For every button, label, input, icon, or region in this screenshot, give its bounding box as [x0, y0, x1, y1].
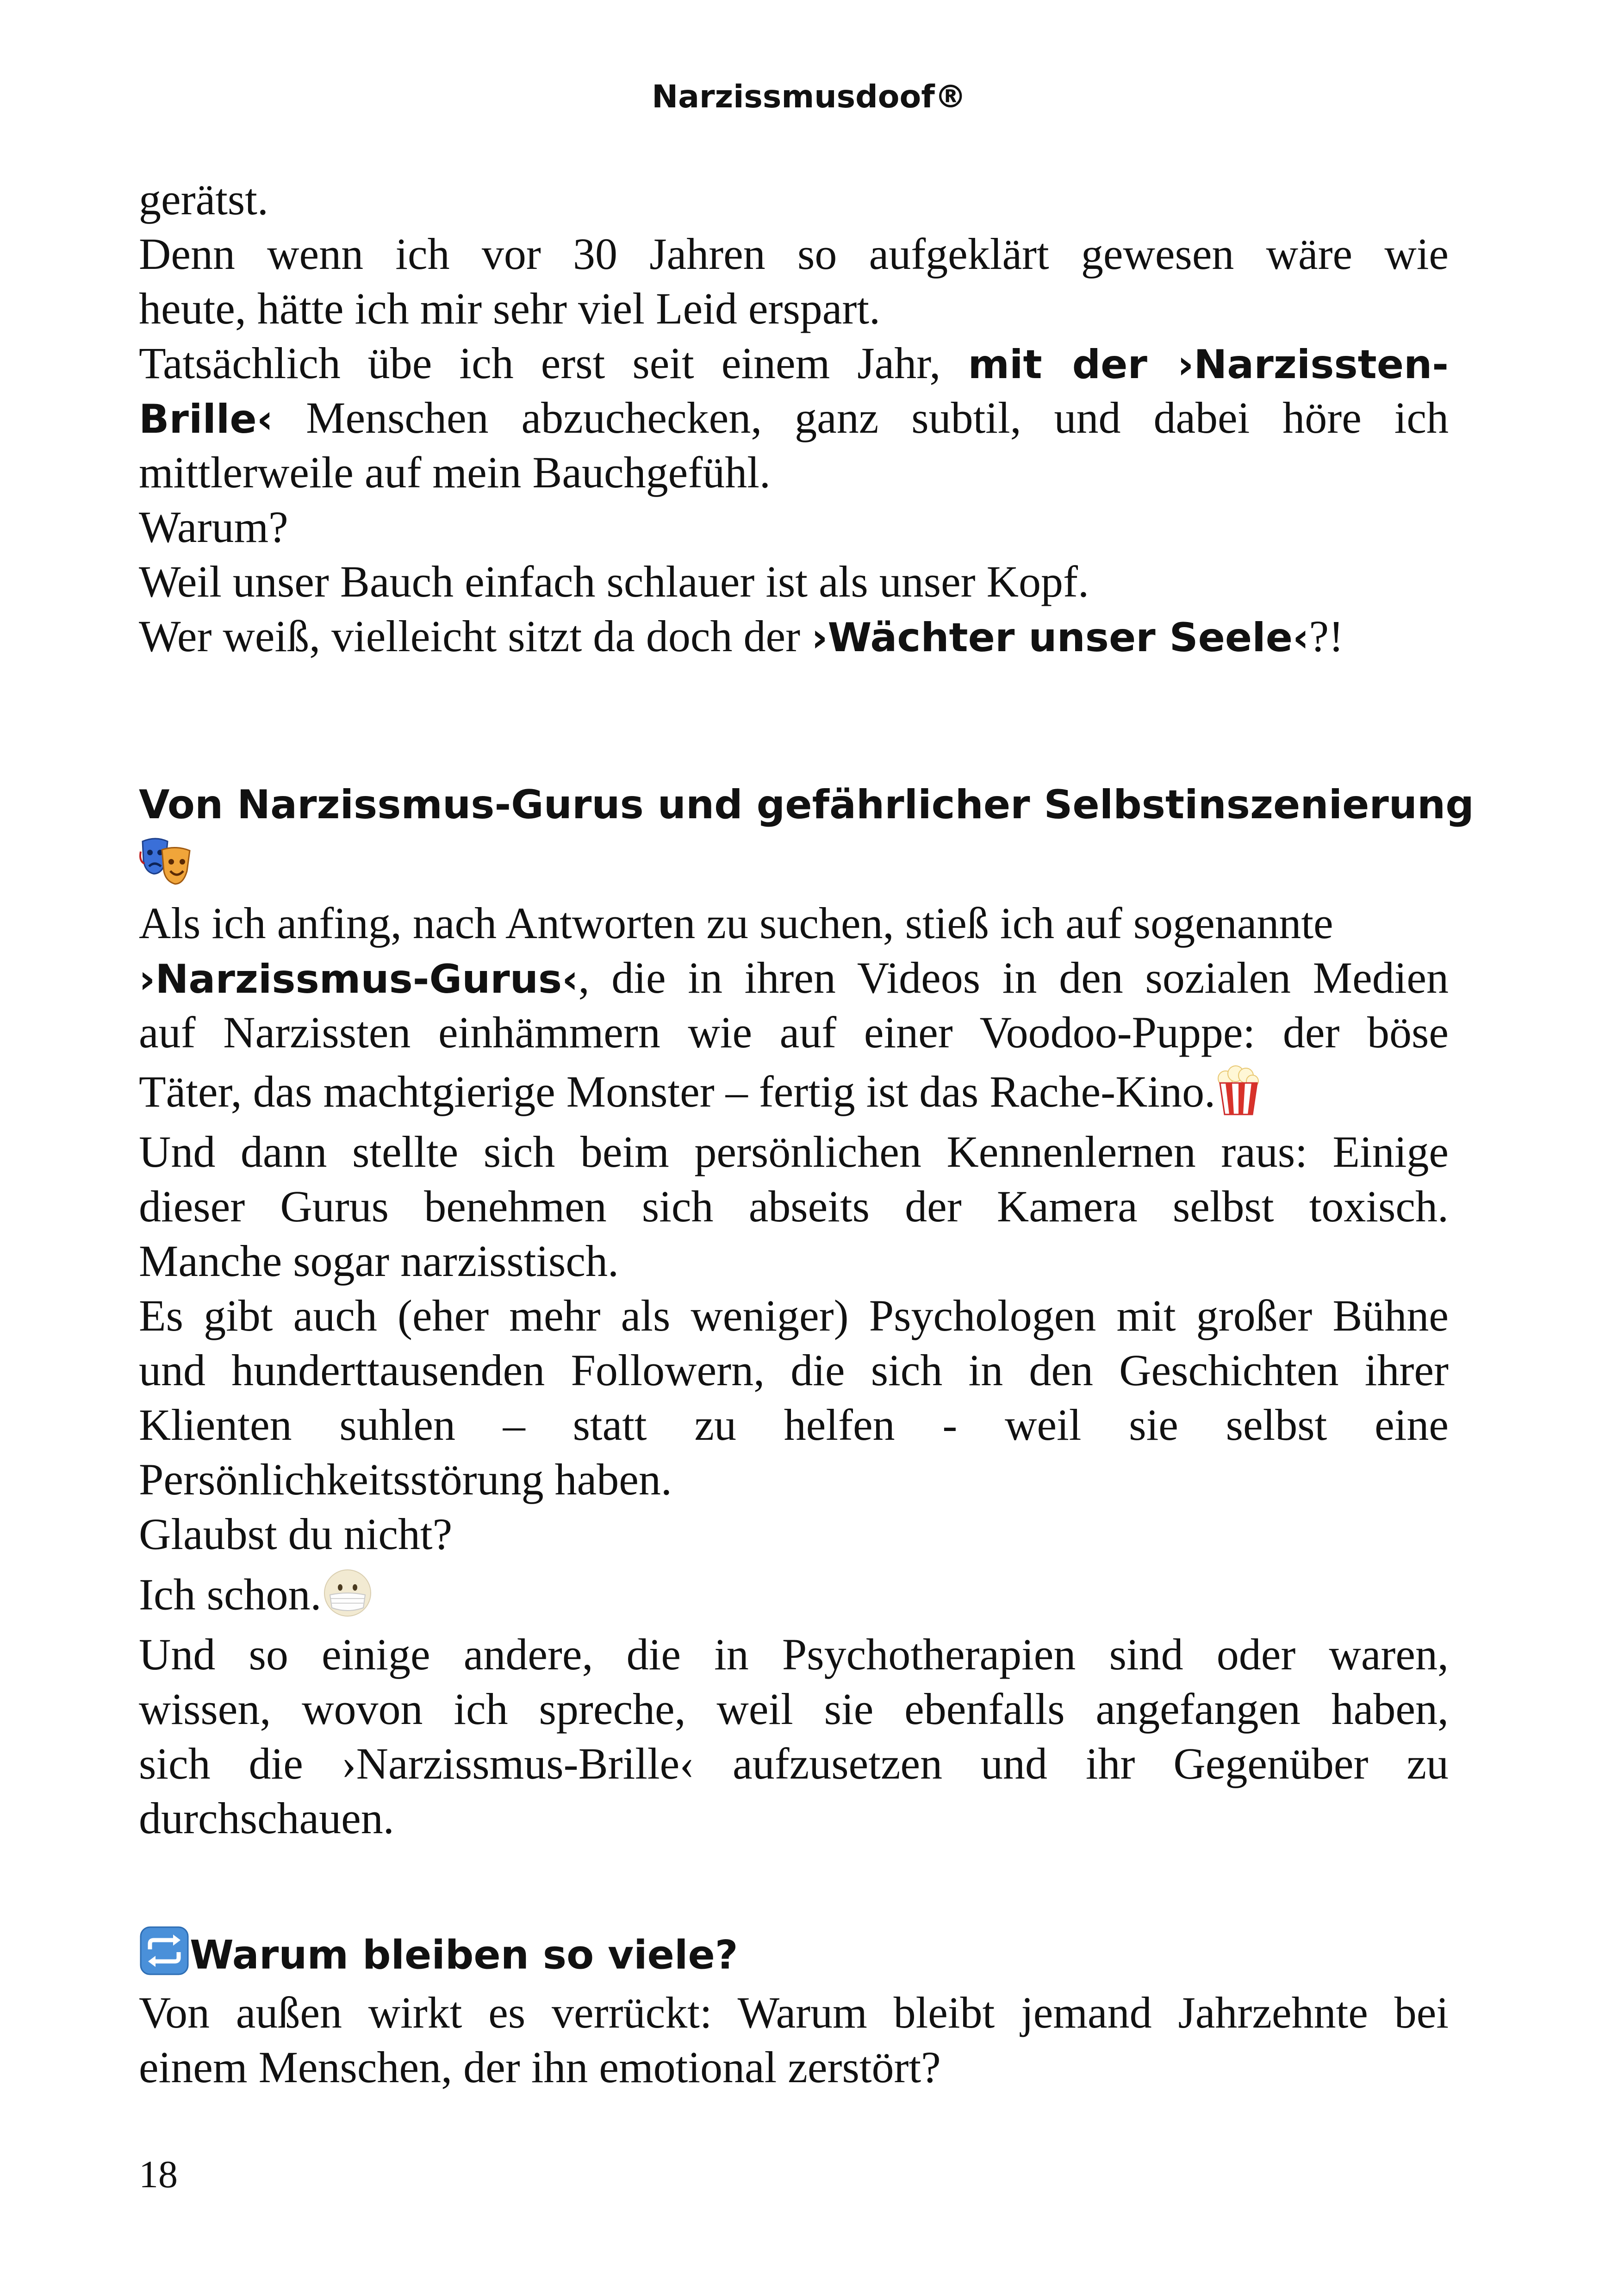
text-line	[139, 609, 1449, 664]
text-line: Als ich anfing, nach Antworten zu suchen, stieß ich auf sogenannte	[139, 898, 1333, 948]
text-line: Klienten suhlen – statt zu helfen - weil sie selbst eine	[139, 1400, 1449, 1450]
popcorn-icon	[1215, 1064, 1262, 1128]
text-line: Denn wenn ich vor 30 Jahren so aufgeklärt gewesen wäre wie	[139, 229, 1449, 279]
text-line: Persönlichkeitsstörung haben.	[139, 1455, 672, 1504]
text-line	[139, 336, 1449, 391]
text-line: sich die ›Narzissmus-Brille‹ aufzusetzen und ihr Gegenüber zu	[139, 1739, 1449, 1788]
repeat-arrows-icon	[139, 1925, 190, 1990]
text-line: gerätst.	[139, 174, 268, 224]
face-with-medical-mask-icon	[322, 1567, 373, 1631]
running-head: Narzissmusdoof®	[652, 79, 966, 115]
text-line: mittlerweile auf mein Bauchgefühl.	[139, 448, 771, 497]
text-span: , die in ihren Videos in den sozialen Medien	[578, 953, 1449, 1002]
text-line: dieser Gurus benehmen sich abseits der Kamera selbst toxisch.	[139, 1182, 1449, 1231]
text-line	[139, 951, 1449, 1005]
performing-arts-masks-icon	[139, 833, 193, 888]
text-span: Wer weiß, vielleicht sitzt da doch der	[139, 611, 801, 661]
text-span: ?!	[1309, 611, 1344, 661]
text-line: wissen, wovon ich spreche, weil sie ebenfalls angefangen haben,	[139, 1684, 1449, 1734]
text-line: und hunderttausenden Followern, die sich in den Geschichten ihrer	[139, 1345, 1449, 1395]
section-heading-label: Warum bleiben so viele?	[190, 1932, 738, 1979]
text-line	[139, 1567, 1449, 1622]
text-span: Tatsächlich übe ich erst seit einem Jahr,	[139, 338, 941, 388]
text-line: Glaubst du nicht?	[139, 1509, 453, 1559]
text-line	[139, 391, 1449, 445]
page-number: 18	[139, 2153, 178, 2196]
text-span: Täter, das machtgierige Monster – fertig ist das Rache-Kino.	[139, 1067, 1216, 1116]
text-line: auf Narzissten einhämmern wie auf einer Voodoo-Puppe: der böse	[139, 1008, 1449, 1057]
section-heading	[139, 1925, 1449, 1980]
section-heading: Von Narzissmus-Gurus und gefährlicher Selbstinszenierung	[139, 782, 1474, 828]
text-line	[139, 1064, 1449, 1119]
text-line: einem Menschen, der ihn emotional zerstört?	[139, 2042, 941, 2092]
text-line: Es gibt auch (eher mehr als weniger) Psychologen mit großer Bühne	[139, 1291, 1449, 1340]
text-line: durchschauen.	[139, 1793, 394, 1843]
bold-phrase: mit der ›Narzissten-	[968, 342, 1449, 388]
text-line: Von außen wirkt es verrückt: Warum bleibt jemand Jahrzehnte bei	[139, 1988, 1449, 2037]
text-line: Manche sogar narzisstisch.	[139, 1236, 619, 1286]
bold-phrase: Brille‹	[139, 396, 274, 442]
text-line: Und dann stellte sich beim persönlichen Kennenlernen raus: Einige	[139, 1127, 1449, 1176]
bold-phrase: ›Narzissmus-Gurus‹	[139, 956, 579, 1002]
text-line: Weil unser Bauch einfach schlauer ist als unser Kopf.	[139, 557, 1089, 606]
text-span: Menschen abzuchecken, ganz subtil, und dabei höre ich	[306, 393, 1449, 442]
text-span: Ich schon.	[139, 1569, 322, 1619]
text-line: Warum?	[139, 502, 288, 552]
text-line: heute, hätte ich mir sehr viel Leid erspart.	[139, 284, 881, 333]
text-line: Und so einige andere, die in Psychotherapien sind oder waren,	[139, 1630, 1449, 1679]
bold-phrase: ›Wächter unser Seele‹	[811, 615, 1309, 661]
